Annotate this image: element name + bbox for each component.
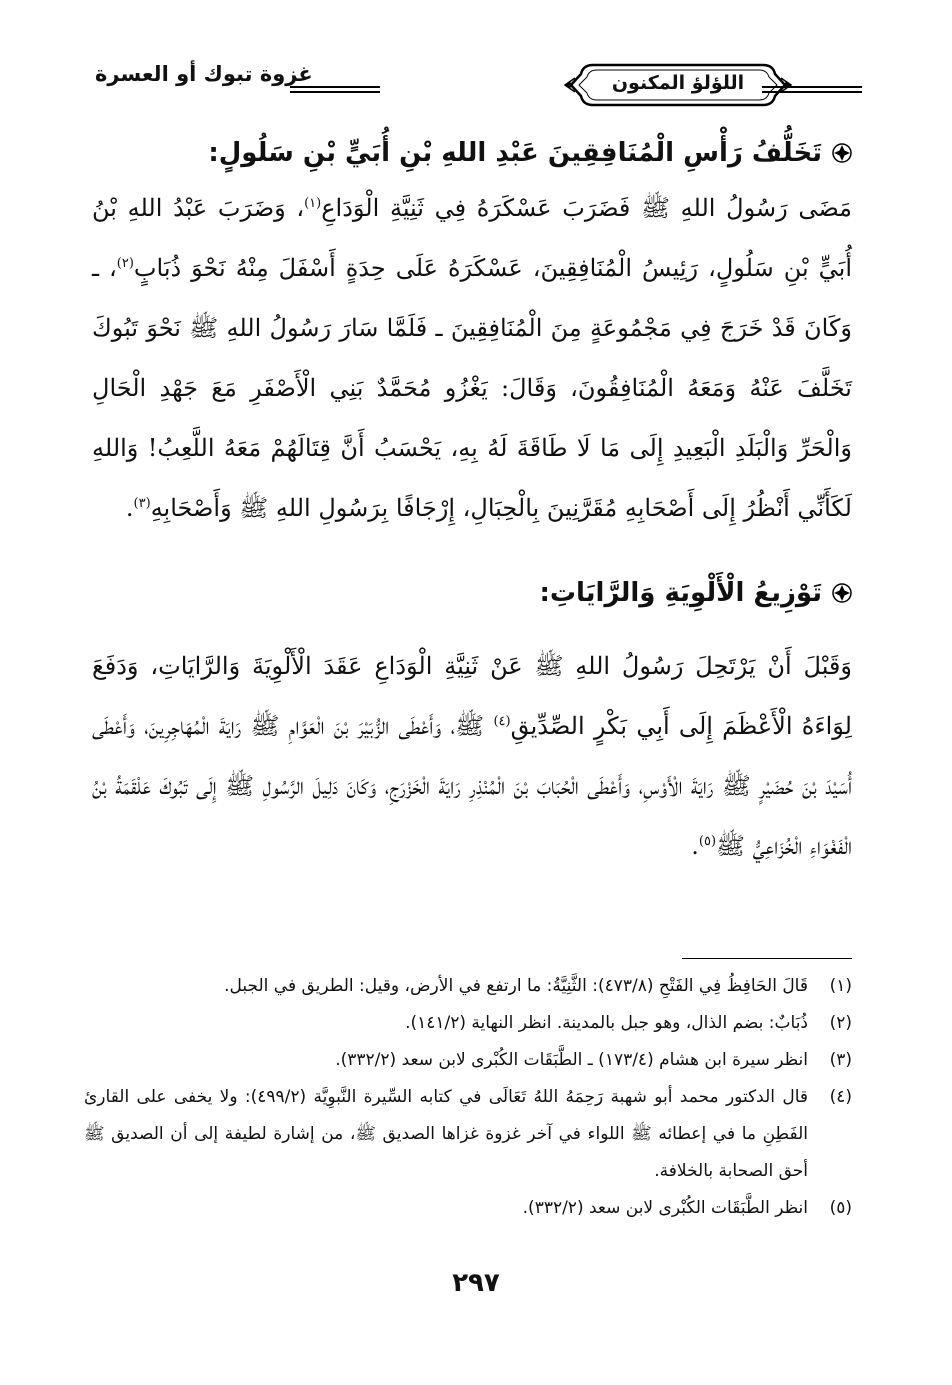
footnote-item (84, 1190, 852, 1227)
footnote-ref[interactable]: (٣) (133, 496, 151, 511)
header-rule-left (290, 86, 380, 93)
footnote-ref[interactable]: (٥) (698, 834, 717, 849)
book-title: اللؤلؤ المكنون (611, 72, 745, 94)
paragraph-text: ﷺ، وَأَعْطَى الزُّبَيْرَ بْنَ الْعَوَّامِ ﷺ رَايَةَ الْمُهَاجِرِينَ، وَأَعْطَى أُسَيْدَ بْنَ حُضَيْرٍ ﷺ رَايَةَ الْأَوْسِ، وَأَعْطَى الْحُبَابَ بْنَ الْمُنْذِرِ رَايَةَ الْخَزْرَجِ، وَكَانَ دَلِيلَ الرَّسُولِ ﷺ إِلَى تَبُوكَ عَلْقَمَةُ بْنُ الْفَغْوَاءِ الْخُزَاعِيُّ ﷺ (92, 712, 852, 860)
paragraph-text: . (125, 494, 134, 522)
page-number: ٢٩٧ (452, 1268, 500, 1298)
footnotes (84, 968, 852, 1227)
footnote-separator (682, 958, 852, 959)
paragraph-text: مَضَى رَسُولُ اللهِ ﷺ فَضَرَبَ عَسْكَرَهُ فِي ثَنِيَّةِ الْوَدَاعِ (321, 194, 852, 222)
footnote-item (84, 1042, 852, 1079)
running-section-title: غزوة تبوك أو العسرة (95, 62, 313, 86)
footnote-item (84, 968, 852, 1005)
footnote-ref[interactable]: (٤) (493, 714, 511, 729)
footnote-number: (٥) (829, 1198, 852, 1218)
ornament-bullet-icon (832, 143, 852, 163)
footnote-number: (١) (829, 976, 852, 996)
footnote-number: (٣) (829, 1050, 852, 1070)
footnote-text: قَالَ الحَافِظُ فِي الفَتْحِ (٤٧٣/٨): الثَّنِيَّةُ: ما ارتفع في الأرض، وقيل: الطريق في الجبل. (224, 976, 808, 996)
book-title-cartouche (563, 60, 793, 110)
body-paragraph (92, 636, 852, 876)
footnote-text: انظر سيرة ابن هشام (١٧٣/٤) ـ الطَّبَقَات الكُبْرى لابن سعد (٣٣٢/٢). (335, 1050, 808, 1070)
footnote-text: انظر الطَّبَقَات الكُبْرى لابن سعد (٣٣٢/٢). (522, 1198, 808, 1218)
footnote-text: قال الدكتور محمد أبو شهبة رَحِمَهُ اللهُ تَعَالَى في كتابه السِّيرة النَّبوِيَّة (٤٩٩/٢): ولا يخفى على القارئ الفَطِنِ ما في إعطائه ﷺ اللواء في آخر غزوة غزاها الصديق ﷺ، من إشارة لطيفة إلى أن الصديق ﷺ أحق الصحابة بالخلافة. (84, 1087, 808, 1181)
body-paragraph (92, 178, 852, 538)
section-heading (540, 578, 853, 608)
footnote-ref[interactable]: (١) (304, 196, 322, 211)
footnote-item (84, 1079, 852, 1190)
paragraph-text: ، ـ وَكَانَ قَدْ خَرَجَ فِي مَجْمُوعَةٍ مِنَ الْمُنَافِقِينَ ـ فَلَمَّا سَارَ رَسُولُ اللهِ ﷺ نَحْوَ تَبُوكَ تَخَلَّفَ عَنْهُ وَمَعَهُ الْمُنَافِقُونَ، وَقَالَ: يَغْزُو مُحَمَّدٌ بَنِي الْأَصْفَرِ مَعَ جَهْدِ الْحَالِ وَالْحَرِّ وَالْبَلَدِ الْبَعِيدِ إِلَى مَا لَا طَاقَةَ لَهُ بِهِ، يَحْسَبُ أَنَّ قِتَالَهُمْ مَعَهُ اللَّعِبُ! وَاللهِ لَكَأَنِّي أَنْظُرُ إِلَى أَصْحَابِهِ مُقَرَّنِينَ بِالْحِبَالِ، إِرْجَافًا بِرَسُولِ اللهِ ﷺ وَأَصْحَابِهِ (92, 254, 853, 522)
paragraph-text: وَقَبْلَ أَنْ يَرْتَحِلَ رَسُولُ اللهِ ﷺ عَنْ ثَنِيَّةِ الْوَدَاعِ عَقَدَ الْأَلْوِيَةَ وَالرَّايَاتِ، وَدَفَعَ لِوَاءَهُ الْأَعْظَمَ إِلَى أَبِي بَكْرٍ الصِّدِّيقِ (92, 652, 852, 740)
paragraph-text: ، وَضَرَبَ عَبْدُ اللهِ بْنُ أُبَيٍّ بْنِ سَلُولٍ، رَئِيسُ الْمُنَافِقِينَ، عَسْكَرَهُ عَلَى حِدَةٍ أَسْفَلَ مِنْهُ نَحْوَ ذُبَابٍ (92, 194, 852, 282)
footnote-number: (٢) (829, 1013, 852, 1033)
section-heading-text: تَوْزِيعُ الْأَلْوِيَةِ وَالرَّايَاتِ: (539, 578, 822, 608)
footnote-number: (٤) (829, 1087, 852, 1107)
footnote-ref[interactable]: (٢) (116, 256, 134, 271)
ornament-bullet-icon (832, 583, 852, 603)
section-heading (208, 138, 852, 168)
paragraph-text: . (691, 832, 699, 860)
section-heading-text: تَخَلُّفُ رَأْسِ الْمُنَافِقِينَ عَبْدِ اللهِ بْنِ أُبَيٍّ بْنِ سَلُولٍ: (208, 138, 822, 168)
footnote-text: ذُبَابٌ: بضم الذال، وهو جبل بالمدينة. انظر النهاية (١٤١/٢). (405, 1013, 808, 1033)
footnote-item (84, 1005, 852, 1042)
